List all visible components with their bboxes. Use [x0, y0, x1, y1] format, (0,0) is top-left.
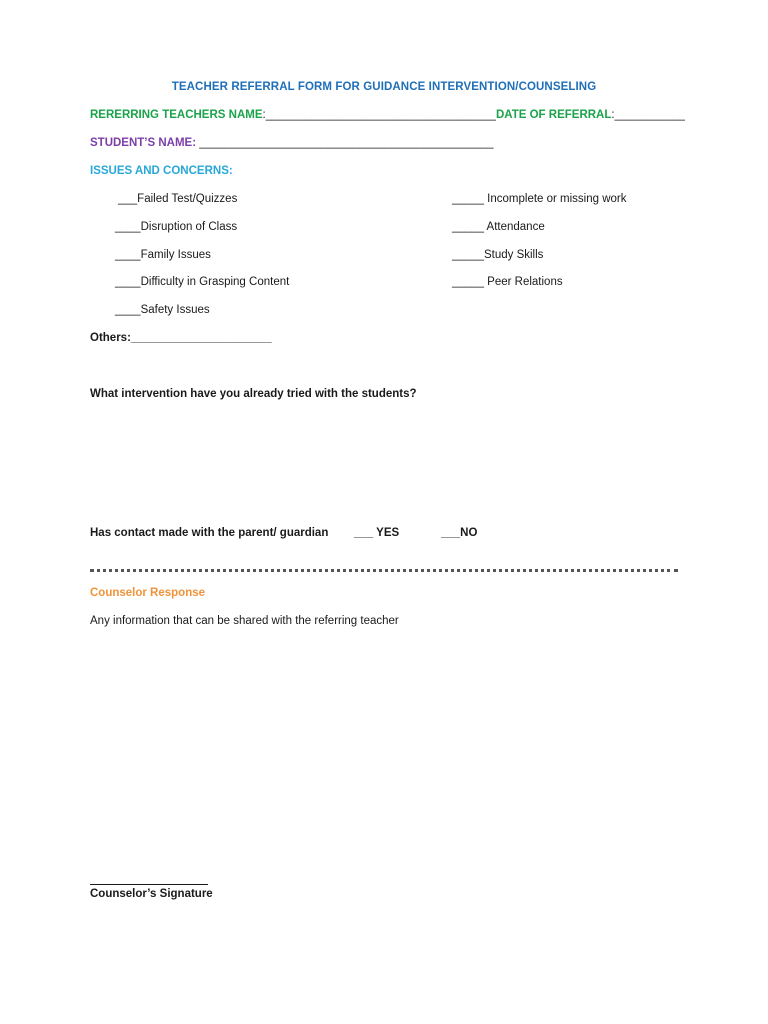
- others-field[interactable]: Others:______________________: [90, 332, 272, 344]
- signature-line[interactable]: [90, 884, 208, 885]
- parent-contact-question: Has contact made with the parent/ guardian: [90, 527, 329, 539]
- student-name-blank[interactable]: ______________________________________________: [196, 137, 494, 149]
- issue-safety-issues[interactable]: ____Safety Issues: [115, 304, 210, 316]
- issue-difficulty-grasping-content[interactable]: ____Difficulty in Grasping Content: [115, 276, 290, 288]
- teacher-name-row: [90, 108, 685, 122]
- date-of-referral-label: DATE OF REFERRAL: [495, 109, 612, 121]
- form-title: TEACHER REFERRAL FORM FOR GUIDANCE INTERVENTION/COUNSELING: [171, 81, 597, 93]
- issue-failed-tests[interactable]: ___Failed Test/Quizzes: [118, 193, 238, 205]
- counselor-info-prompt: Any information that can be shared with the referring teacher: [90, 615, 399, 627]
- date-of-referral-blank[interactable]: :___________: [611, 109, 685, 121]
- issue-incomplete-work[interactable]: _____ Incomplete or missing work: [452, 193, 627, 205]
- intervention-question: What intervention have you already tried with the students?: [90, 388, 417, 400]
- issues-and-concerns-label: ISSUES AND CONCERNS:: [90, 165, 233, 177]
- counselor-signature-label: Counselor’s Signature: [90, 888, 213, 900]
- parent-contact-no-option[interactable]: ___NO: [441, 527, 478, 539]
- section-divider: [90, 569, 678, 572]
- counselor-response-title: Counselor Response: [90, 587, 206, 599]
- parent-contact-yes-option[interactable]: ___ YES: [354, 527, 400, 539]
- student-name-label: STUDENT’S NAME:: [90, 137, 197, 149]
- issue-disruption-of-class[interactable]: ____Disruption of Class: [115, 221, 238, 233]
- student-name-row: [90, 136, 493, 150]
- teacher-name-blank[interactable]: :____________________________________: [262, 109, 496, 121]
- issue-family-issues[interactable]: ____Family Issues: [115, 249, 211, 261]
- teacher-name-label: RERERRING TEACHERS NAME: [90, 109, 263, 121]
- issue-study-skills[interactable]: _____Study Skills: [452, 249, 544, 261]
- issue-attendance[interactable]: _____ Attendance: [452, 221, 545, 233]
- issue-peer-relations[interactable]: _____ Peer Relations: [452, 276, 563, 288]
